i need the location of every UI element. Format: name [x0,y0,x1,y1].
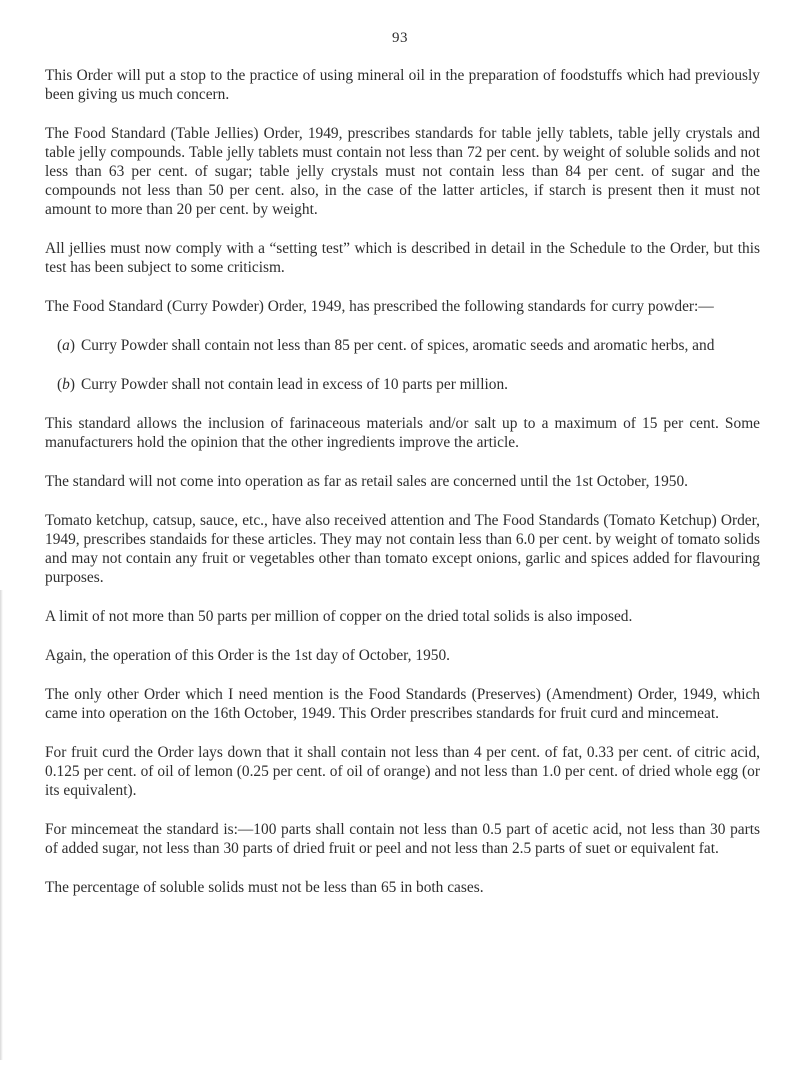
list-item-curry-b [45,375,760,394]
paragraph-farinaceous: This standard allows the inclusion of farinaceous materials and/or salt up to a maximum of 15 per cent. Some manufacturers hold the opinion that the other ingredients improve the article. [45,415,760,451]
paragraph-tomato-ketchup-order: Tomato ketchup, catsup, sauce, etc., have also received attention and The Food Standards (Tomato Ketchup) Order, 1949, prescribes standaids for these articles. They may not contain less than 6.0 per cent. by weight of tomato solids and may not contain any fruit or vegetables other than tomato except onions, garlic and spices added for flavouring purposes. [45,512,760,586]
paragraph-mineral-oil: This Order will put a stop to the practice of using mineral oil in the preparation of foodstuffs which had previously been giving us much concern. [45,67,760,103]
page-number: 93 [392,30,408,46]
paragraph-table-jellies-order: The Food Standard (Table Jellies) Order, 1949, prescribes standards for table jelly tablets, table jelly crystals and table jelly compounds. Table jelly tablets must contain not less than 72 per cent. by weight of soluble solids and not less than 63 per cent. of sugar; table jelly crystals must not contain less than 84 per cent. of sugar and the compounds not less than 50 per cent. also, in the case of the latter articles, if starch is present then it must not amount to more than 20 per cent. by weight. [45,125,760,218]
paragraph-operation-date: The standard will not come into operation as far as retail sales are concerned until the 1st October, 1950. [45,473,689,490]
paragraph-copper-limit: A limit of not more than 50 parts per million of copper on the dried total solids is also imposed. [45,608,633,625]
list-item-label: (a) [57,337,75,354]
list-item-label: (b) [57,376,75,393]
page-binding-edge [0,590,3,1060]
paragraph-soluble-solids: The percentage of soluble solids must not be less than 65 in both cases. [45,879,484,896]
list-item-curry-a [45,336,760,355]
paragraph-setting-test: All jellies must now comply with a “setting test” which is described in detail in the Schedule to the Order, but this test has been subject to some criticism. [45,240,760,276]
paragraph-order-operation: Again, the operation of this Order is the 1st day of October, 1950. [45,647,451,664]
document-body [45,66,760,897]
paragraph-mincemeat: For mincemeat the standard is:—100 parts shall contain not less than 0.5 part of acetic acid, not less than 30 parts of added sugar, not less than 30 parts of dried fruit or peel and not less than 2.5 parts of suet or equivalent fat. [45,821,760,857]
paragraph-curry-powder-order: The Food Standard (Curry Powder) Order, 1949, has prescribed the following standards for curry powder:— [45,298,714,315]
list-item-text: Curry Powder shall contain not less than 85 per cent. of spices, aromatic seeds and aromatic herbs, and [81,337,715,354]
paragraph-preserves-order: The only other Order which I need mention is the Food Standards (Preserves) (Amendment) Order, 1949, which came into operation on the 16th October, 1949. This Order prescribes standards for fruit curd and mincemeat. [45,686,760,722]
paragraph-fruit-curd: For fruit curd the Order lays down that it shall contain not less than 4 per cent. of fat, 0.33 per cent. of citric acid, 0.125 per cent. of oil of lemon (0.25 per cent. of oil of orange) and not less than 1.0 per cent. of dried whole egg (or its equivalent). [45,744,760,799]
list-item-letter: a [62,337,70,354]
list-item-text: Curry Powder shall not contain lead in excess of 10 parts per million. [81,376,508,393]
list-item-letter: b [62,376,70,393]
